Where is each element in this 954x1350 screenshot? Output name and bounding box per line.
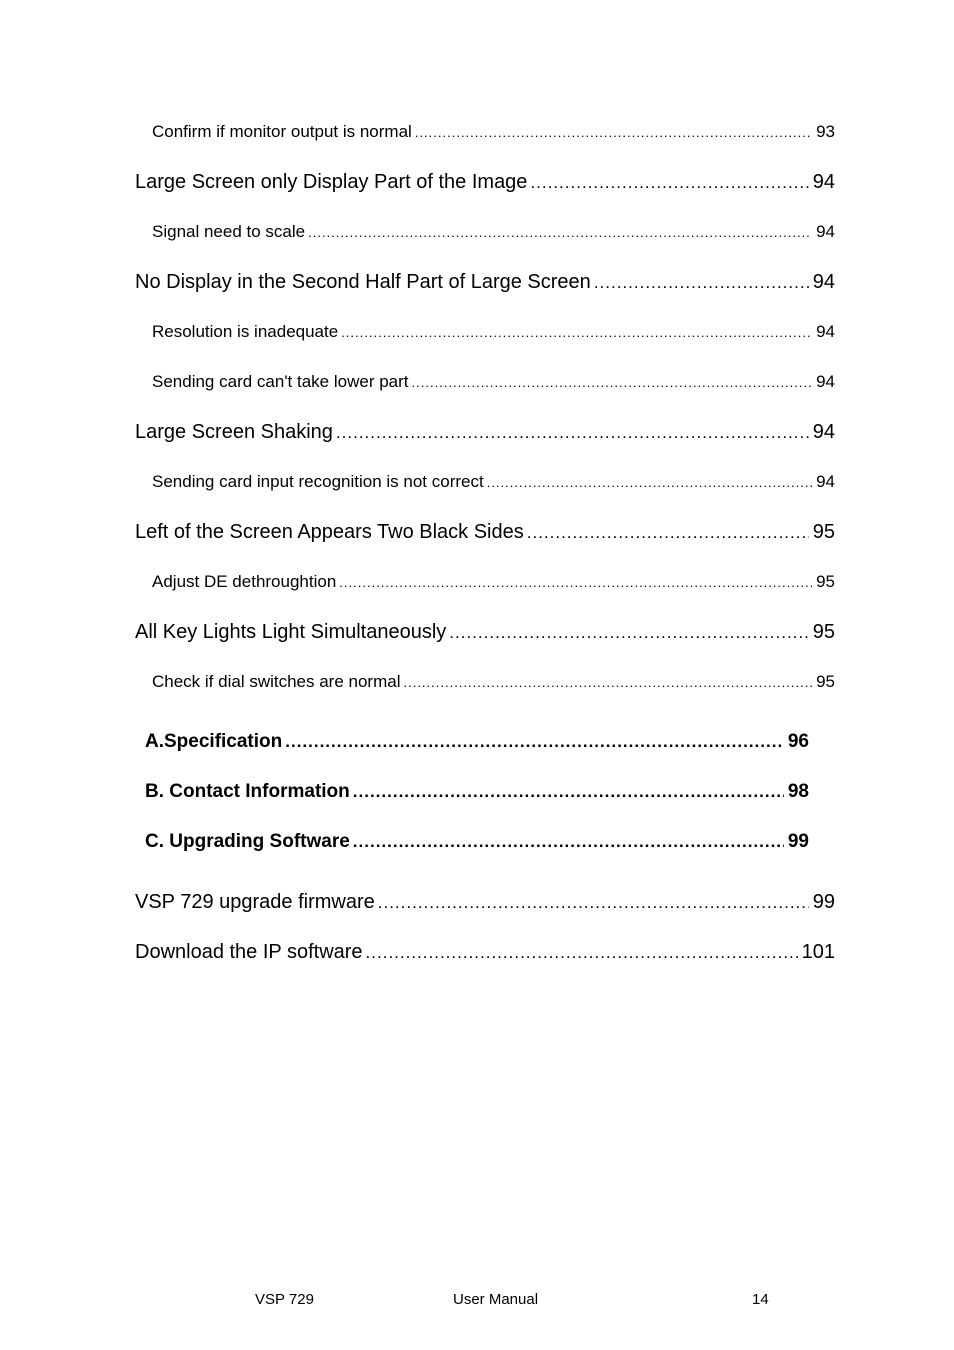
toc-entry-page: 94 <box>816 472 835 491</box>
toc-entry-title: A.Specification <box>145 731 283 752</box>
toc-entry-title: No Display in the Second Half Part of Large Screen <box>135 271 591 293</box>
toc-leader-dots <box>594 273 809 293</box>
toc-leader-dots <box>412 375 813 390</box>
toc-entry-page: 93 <box>816 122 835 141</box>
toc-leader-dots <box>336 423 809 443</box>
toc-entry-title: Check if dial switches are normal <box>152 672 401 691</box>
toc-entry[interactable] <box>135 171 835 194</box>
toc-entry-page: 95 <box>816 572 835 591</box>
toc-entry-title: Resolution is inadequate <box>152 322 339 341</box>
toc-leader-dots <box>353 782 784 802</box>
toc-entry-title: All Key Lights Light Simultaneously <box>135 621 447 643</box>
toc-entry[interactable] <box>135 271 835 294</box>
toc-entry-page: 99 <box>787 831 809 852</box>
toc-entry-page: 96 <box>787 731 809 752</box>
toc-entry-page: 95 <box>816 672 835 691</box>
toc-leader-dots <box>403 675 812 690</box>
toc-entry[interactable] <box>135 421 835 444</box>
toc-leader-dots <box>415 125 812 140</box>
toc-leader-dots <box>339 575 812 590</box>
toc-leader-dots <box>527 523 809 543</box>
toc-entry[interactable] <box>135 891 835 914</box>
toc-entry-page: 101 <box>801 941 835 963</box>
toc-leader-dots <box>341 325 812 340</box>
toc-leader-dots <box>530 173 808 193</box>
toc-entry-title: Large Screen Shaking <box>135 421 333 443</box>
toc-leader-dots <box>378 893 809 913</box>
footer-product: VSP 729 <box>255 1291 314 1308</box>
toc-entry-appendix[interactable] <box>145 781 809 803</box>
toc-entry-page: 95 <box>812 621 835 643</box>
footer-doc-title: User Manual <box>453 1291 539 1308</box>
toc-leader-dots <box>353 832 784 852</box>
toc-entry-page: 94 <box>812 271 835 293</box>
toc-entry[interactable] <box>152 572 835 592</box>
toc-entry-page: 94 <box>812 171 835 193</box>
footer-page-number: 14 <box>752 1291 769 1308</box>
toc-entry[interactable] <box>152 322 835 342</box>
toc-entry-page: 99 <box>812 891 835 913</box>
toc-entry-page: 94 <box>812 421 835 443</box>
toc-entry-title: C. Upgrading Software <box>145 831 350 852</box>
toc-entry-title: Signal need to scale <box>152 222 306 241</box>
toc-entry[interactable] <box>135 941 835 964</box>
toc-entry-title: Adjust DE dethroughtion <box>152 572 337 591</box>
toc-entry-page: 95 <box>812 521 835 543</box>
toc-entry-title: Confirm if monitor output is normal <box>152 122 412 141</box>
toc-leader-dots <box>366 943 798 963</box>
toc-entry-title: Sending card input recognition is not correct <box>152 472 484 491</box>
toc-entry-title: B. Contact Information <box>145 781 350 802</box>
toc-entry-title: Download the IP software <box>135 941 363 963</box>
toc-leader-dots <box>449 623 808 643</box>
toc-entry-title: VSP 729 upgrade firmware <box>135 891 375 913</box>
toc-leader-dots <box>308 225 812 240</box>
toc-entry[interactable] <box>152 472 835 492</box>
toc-leader-dots <box>285 732 784 752</box>
toc-entry-page: 94 <box>816 322 835 341</box>
toc-entry[interactable] <box>135 621 835 644</box>
toc-entry-title: Large Screen only Display Part of the Image <box>135 171 528 193</box>
toc-entry[interactable] <box>152 222 835 242</box>
toc-entry-page: 94 <box>816 222 835 241</box>
toc-entry-appendix[interactable] <box>145 831 809 853</box>
toc-entry[interactable] <box>135 521 835 544</box>
toc-entry[interactable] <box>152 372 835 392</box>
toc-entry-page: 98 <box>787 781 809 802</box>
toc-entry[interactable] <box>152 122 835 142</box>
toc-entry-page: 94 <box>816 372 835 391</box>
toc-entry-title: Left of the Screen Appears Two Black Sides <box>135 521 524 543</box>
toc-entry-appendix[interactable] <box>145 731 809 753</box>
toc-leader-dots <box>487 475 812 490</box>
toc-entry[interactable] <box>152 672 835 692</box>
toc-entry-title: Sending card can't take lower part <box>152 372 409 391</box>
